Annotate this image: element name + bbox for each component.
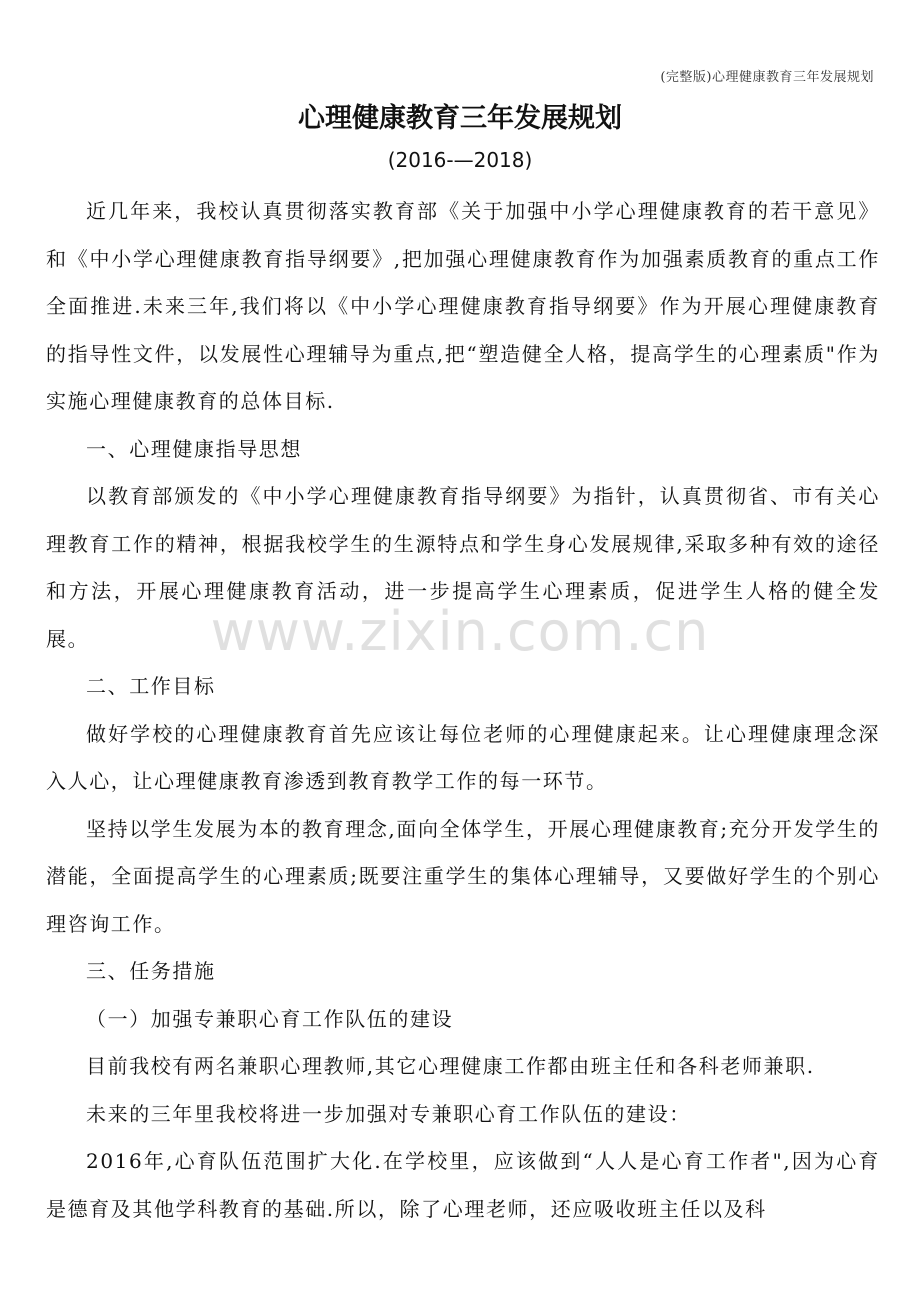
section-heading-guiding-ideology: 一、心理健康指导思想 — [86, 436, 302, 461]
section-heading-tasks-measures: 三、任务措施 — [86, 959, 216, 983]
paragraph-intro: 近几年来，我校认真贯彻落实教育部《关于加强中小学心理健康教育的若干意见》和《中小学心理健康教育指导纲要》,把加强心理健康教育作为加强素质教育的重点工作全面推进.未来三年,我们将以《中小学心理健康教育指导纲要》作为开展心理健康教育的指导性文件，以发展性心理辅导为重点,把“塑造健全人格，提高学生的心理素质"作为实施心理健康教育的总体目标. — [46, 199, 880, 413]
paragraph-current-staff: 目前我校有两名兼职心理教师,其它心理健康工作都由班主任和各科老师兼职. — [86, 1054, 815, 1078]
document-title: 心理健康教育三年发展规划 — [298, 103, 622, 134]
section-heading-work-goals: 二、工作目标 — [86, 674, 216, 698]
paragraph-guiding-ideology: 以教育部颁发的《中小学心理健康教育指导纲要》为指针，认真贯彻省、市有关心理教育工作的精神，根据我校学生的生源特点和学生身心发展规律,采取多种有效的途径和方法，开展心理健康教育活动，进一步提高学生心理素质，促进学生人格的健全发展。 — [46, 484, 880, 651]
paragraph-future-plan: 未来的三年里我校将进一步加强对专兼职心育工作队伍的建设： — [86, 1101, 691, 1126]
paragraph-2016-plan: 2016年,心育队伍范围扩大化.在学校里，应该做到“人人是心育工作者",因为心育是德育及其他学科教育的基础.所以，除了心理老师，还应吸收班主任以及科 — [46, 1149, 880, 1221]
watermark: www.zixin.com.cn — [210, 600, 710, 663]
paragraph-work-goals-1: 做好学校的心理健康教育首先应该让每位老师的心理健康起来。让心理健康理念深入人心，让心理健康教育渗透到教育教学工作的每一环节。 — [46, 721, 880, 793]
document-body — [46, 188, 880, 1233]
running-header: (完整版)心理健康教育三年发展规划 — [660, 70, 874, 85]
subsection-heading-team-building: （一）加强专兼职心育工作队伍的建设 — [86, 1006, 454, 1031]
paragraph-work-goals-2: 坚持以学生发展为本的教育理念,面向全体学生，开展心理健康教育;充分开发学生的潜能，全面提高学生的心理素质;既要注重学生的集体心理辅导，又要做好学生的个别心理咨询工作。 — [46, 816, 880, 936]
document-subtitle: (2016-—2018) — [387, 148, 533, 172]
